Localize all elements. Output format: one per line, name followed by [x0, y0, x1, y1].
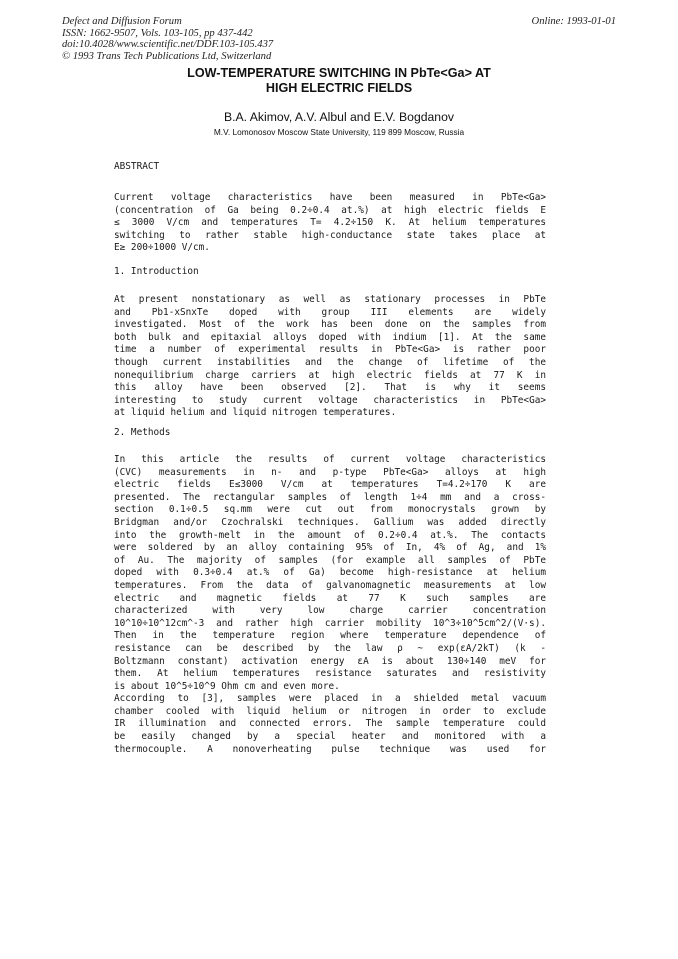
- abstract-body: [114, 192, 546, 255]
- intro-line: interesting to study current voltage characteristics in PbTe<Ga>: [114, 394, 546, 406]
- methods-line: electric and magnetic fields at 77 K such samples are: [114, 592, 546, 604]
- methods-line: (CVC) measurements in n- and p-type PbTe<Ga> alloys at high: [114, 466, 546, 478]
- copyright-line: © 1993 Trans Tech Publications Ltd, Switzerland: [62, 50, 272, 62]
- methods-line: Bridgman and/or Czochralski techniques. Gallium was added directly: [114, 516, 546, 528]
- methods-line: In this article the results of current voltage characteristics: [114, 454, 546, 465]
- intro-line: though current instabilities and the change of lifetime of the: [114, 356, 546, 368]
- methods-line: Then in the temperature region where temperature dependence of: [114, 630, 546, 642]
- methods-line: were soldered by an alloy containing 95% of In, 4% of Ag, and 1%: [114, 542, 546, 554]
- methods-line: them. At helium temperatures resistance saturates and resistivity: [114, 668, 546, 680]
- methods-line: resistance can be described by the law ρ ~ exp(εA/2kT) (k -: [114, 642, 546, 654]
- methods-line: presented. The rectangular samples of length 1÷4 mm and a cross-: [114, 491, 546, 503]
- methods-body: [114, 454, 546, 756]
- methods-line: chamber cooled with liquid helium or nitrogen in order to exclude: [114, 705, 546, 717]
- introduction-body: [114, 294, 546, 420]
- abstract-line: switching to rather stable high-conductance state takes place at: [114, 229, 546, 241]
- intro-line: time a number of experimental results in PbTe<Ga> is rather poor: [114, 344, 546, 356]
- methods-line: electric fields E≤3000 V/cm at temperatures T=4.2÷170 K are: [114, 479, 546, 491]
- title-line-1: LOW-TEMPERATURE SWITCHING IN PbTe<Ga> AT: [187, 66, 491, 80]
- methods-heading: 2. Methods: [114, 427, 171, 438]
- journal-meta: [62, 16, 273, 62]
- abstract-line: ≤ 3000 V/cm and temperatures T= 4.2÷150 K. At helium temperatures: [114, 217, 546, 229]
- online-date: Online: 1993-01-01: [531, 16, 616, 27]
- affiliation: M.V. Lomonosov Moscow State University, 119 899 Moscow, Russia: [213, 127, 465, 137]
- abstract-line: (concentration of Ga being 0.2÷0.4 at.%) at high electric fields E: [114, 204, 546, 216]
- methods-line: According to [3], samples were placed in a shielded metal vacuum: [114, 693, 546, 705]
- authors: B.A. Akimov, A.V. Albul and E.V. Bogdanov: [224, 110, 454, 124]
- methods-line: 10^10÷10^12cm^-3 and rather high carrier mobility 10^3÷10^5cm^2/(V·s).: [114, 617, 546, 629]
- methods-line: into the growth-melt in the amount of 0.2÷0.4 at.%. The contacts: [114, 529, 546, 541]
- methods-line: doped with 0.3÷0.4 at.% of Ga) become high-resistance at helium: [114, 567, 546, 579]
- methods-line: thermocouple. A nonoverheating pulse technique was used for: [114, 743, 546, 755]
- issn-line: ISSN: 1662-9507, Vols. 103-105, pp 437-442: [62, 27, 253, 39]
- abstract-heading: ABSTRACT: [114, 161, 160, 172]
- journal-name: Defect and Diffusion Forum: [62, 16, 182, 27]
- paper-title: [0, 66, 678, 96]
- methods-line: characterized with very low charge carrier concentration: [114, 605, 546, 617]
- intro-line: this alloy have been observed [2]. That is why it seems: [114, 382, 546, 394]
- methods-line: section 0.1÷0.5 sq.mm were cut out from monocrystals grown by: [114, 504, 546, 516]
- methods-line: be easily changed by a special heater and monitored with a: [114, 731, 546, 743]
- intro-line: At present nonstationary as well as stationary processes in PbTe: [114, 294, 546, 305]
- title-line-2: HIGH ELECTRIC FIELDS: [265, 81, 413, 95]
- introduction-heading: 1. Introduction: [114, 266, 199, 277]
- methods-line: of Au. The majority of samples (for example all samples of PbTe: [114, 554, 546, 566]
- abstract-line: E≥ 200÷1000 V/cm.: [114, 242, 210, 254]
- doi-line: doi:10.4028/www.scientific.net/DDF.103-105.437: [62, 39, 274, 51]
- methods-line: temperatures. From the data of galvanomagnetic measurements at low: [114, 579, 546, 591]
- methods-line: Boltzmann constant) activation energy εA is about 130÷140 meV for: [114, 655, 546, 667]
- intro-line: both bulk and epitaxial alloys doped with indium [1]. At the same: [114, 331, 546, 343]
- intro-line: nonequilibrium charge carriers at high electric fields at 77 K in: [114, 369, 546, 381]
- methods-line: is about 10^5÷10^9 Ohm cm and even more.: [114, 680, 340, 692]
- intro-line: at liquid helium and liquid nitrogen temperatures.: [114, 407, 397, 419]
- abstract-line: Current voltage characteristics have been measured in PbTe<Ga>: [114, 192, 546, 203]
- methods-line: IR illumination and connected errors. The sample temperature could: [114, 718, 546, 730]
- intro-line: and Pb1-xSnxTe doped with group III elements are widely: [114, 306, 546, 318]
- intro-line: investigated. Most of the work has been done on the samples from: [114, 319, 546, 331]
